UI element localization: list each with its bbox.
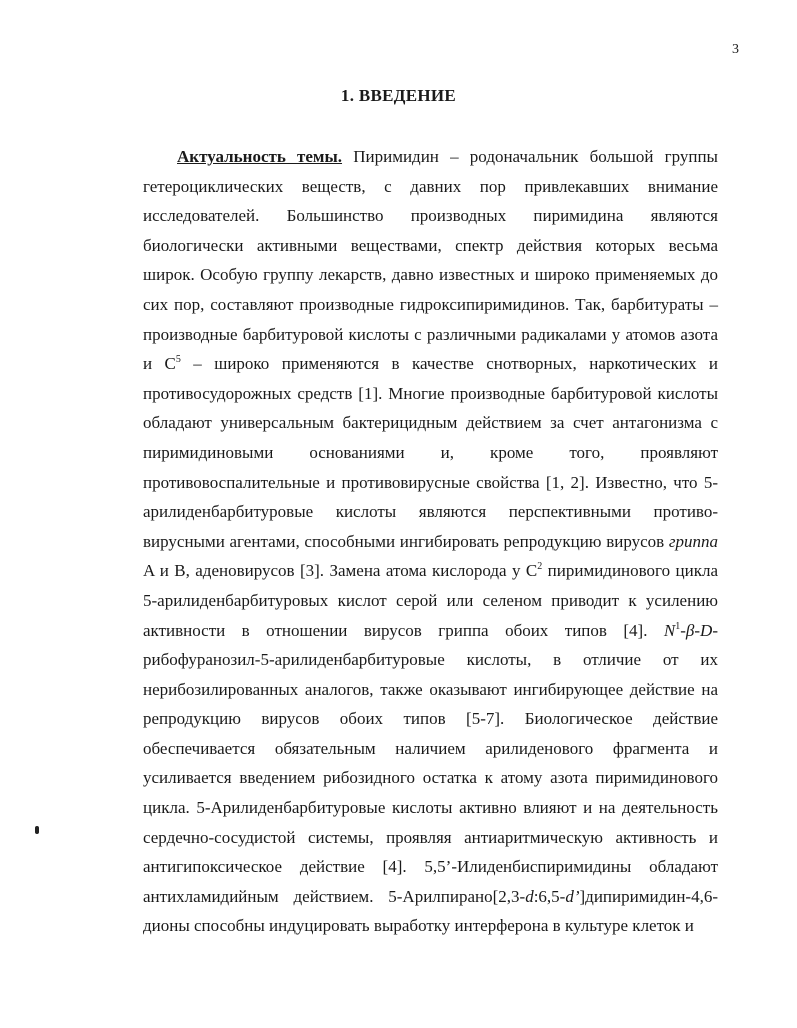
superscript: 1 (675, 620, 681, 632)
page-number: 3 (732, 42, 739, 57)
italic-term: N (663, 620, 676, 640)
italic-term: d (525, 886, 534, 906)
text-segment: A и B, аденовирусов [3]. Замена атома кислорода у C (143, 561, 538, 581)
text-segment: Пиримидин – родоначальник большой группы гетероциклических веществ, с давних пор привлекавших внимание исследователей. Большинство производных пиримидина являются биологически активными веществами, спектр действия которых весьма широк. Особую группу лекарств, давно известных и широко применяемых до сих пор, составляют производные гидроксипиримидинов. Так, барбитураты – производные барбитуровой кислоты с различными радикалами у атомов азота и C (143, 147, 718, 374)
text-segment: ]дипиримидин-4,6-дионы способны индуцировать выработку интерферона в культуре клеток и (143, 886, 718, 936)
italic-term: гриппа (668, 531, 718, 551)
text-segment: – широко применяются в качестве снотворных, наркотических и противосудорожных средств [1]. Многие производные барбитуровой кислоты обладают универсальным бактерицидным действием за счет антагонизма с пиримидиновыми основаниями и, кроме того, проявляют противовоспалительные и противовирусные свойства [1, 2]. Известно, что 5-арилиденбарбитуровые кислоты являются перспективными противо-вирусными агентами, способными ингибировать репродукцию вирусов (143, 354, 719, 551)
italic-term: d’ (565, 886, 580, 906)
superscript: 5 (175, 354, 181, 366)
scan-speck (35, 826, 39, 834)
lead-label: Актуальность темы. (177, 147, 343, 166)
text-segment: рибофуранозил-5-арилиденбарбитуровые кислоты, в отличие от их нерибозилированных аналогов, также оказывают ингибирующее действие на репродукцию вирусов обоих типов [5-7]. Биологическое действие обеспечивается обязательным наличием арилиденового фрагмента и усиливается введением рибозидного остатка к атому азота пиримидинового цикла. 5-Арилиденбарбитуровые кислоты активно влияют и на деятельность сердечно-сосудистой системы, проявляя антиаритмическую активность и антигипоксическое действие [4]. 5,5’-Илиденбиспиримидины обладают антихламидийным действием. 5-Арилпирано[2,3- (143, 650, 718, 906)
text-segment: пиримидинового цикла 5-арилиденбарбитуровых кислот серой или селеном приводит к усилению активности в отношении вирусов гриппа обоих типов [4]. (143, 561, 718, 640)
superscript: 2 (537, 561, 543, 573)
italic-term: -β-D- (680, 620, 718, 640)
section-title: 1. ВВЕДЕНИЕ (340, 86, 457, 105)
text-segment: :6,5- (533, 886, 566, 906)
intro-paragraph (143, 142, 718, 941)
